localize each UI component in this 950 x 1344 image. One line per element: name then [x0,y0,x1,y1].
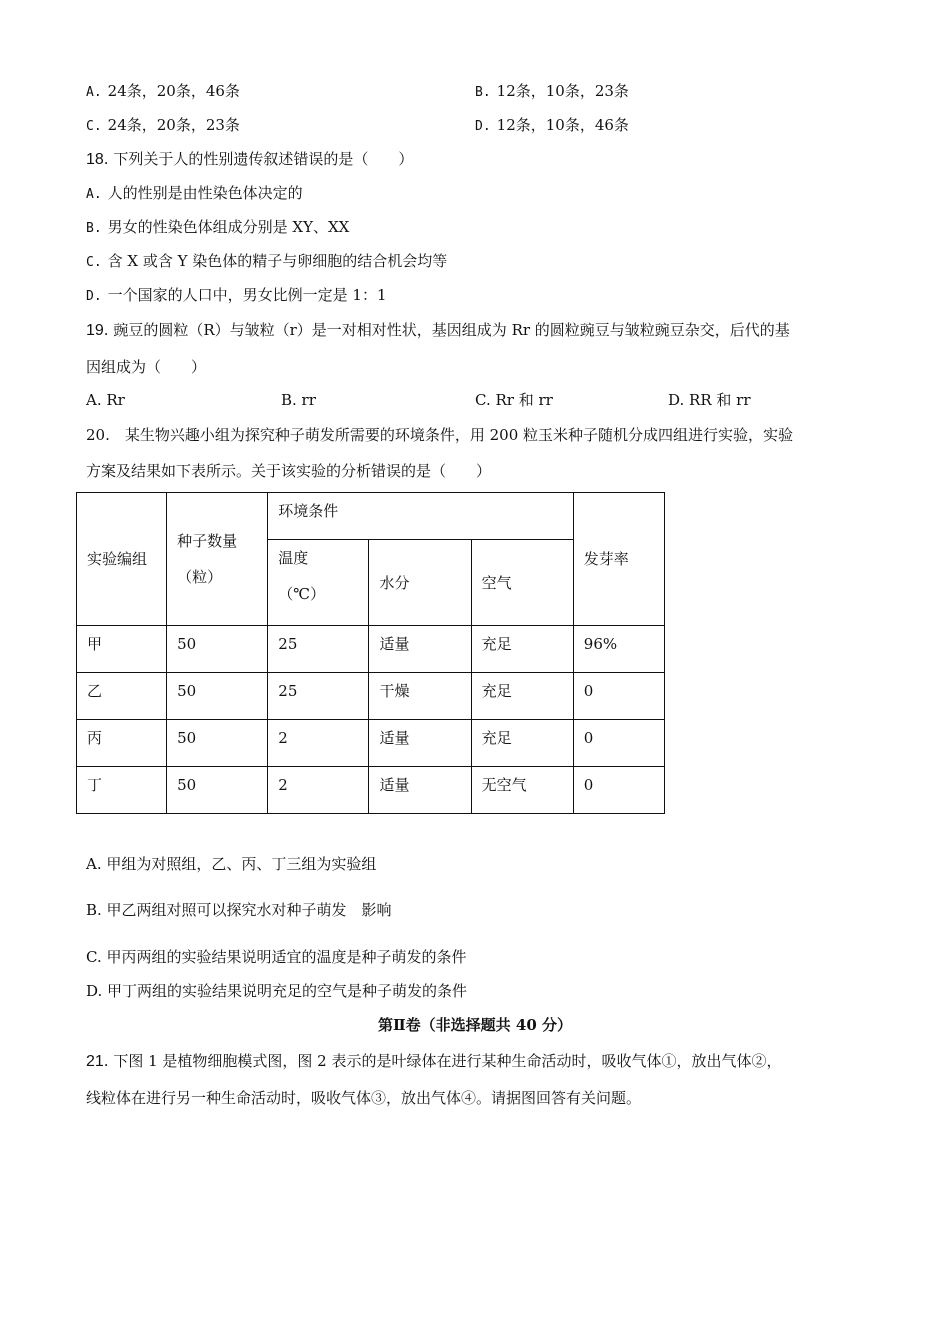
option-label: A. [86,85,102,100]
q17-option-a [86,81,240,103]
table-row [77,767,665,814]
option-text: 24条，20条，46条 [107,82,240,100]
table-row [77,626,665,673]
q19-option-d: D. RR 和 rr [668,391,751,409]
q20-stem-line1: 20. 某生物兴趣小组为探究种子萌发所需要的环境条件，用 200 粒玉米种子随机分成四组进行实验，实验 [86,426,794,444]
q19-stem-line2: 因组成为（ ） [86,358,207,376]
q19-option-a: A. Rr [86,391,125,409]
cell-water: 干燥 [369,673,471,720]
q19-option-c: C. Rr 和 rr [475,391,553,409]
option-label: C. [86,119,102,134]
q17-option-d [475,115,629,137]
cell-water: 适量 [369,626,471,673]
option-label: B. [475,85,491,100]
question-text: . 下列关于人的性别遗传叙述错误的是（ ） [103,150,414,168]
cell-group: 丙 [77,720,167,767]
q20-stem-line2: 方案及结果如下表所示。关于该实验的分析错误的是（ ） [86,462,492,480]
cell-group: 乙 [77,673,167,720]
cell-temp: 25 [268,626,369,673]
cell-temp: 2 [268,767,369,814]
option-text: 12条，10条，23条 [496,82,629,100]
cell-water: 适量 [369,720,471,767]
option-text: 含 X 或含 Y 染色体的精子与卵细胞的结合机会均等 [107,252,448,270]
option-label: D. [86,289,102,304]
option-label: C. [86,255,102,270]
q18-option-d [86,285,387,307]
cell-group: 甲 [77,626,167,673]
cell-air: 充足 [471,626,573,673]
q19-stem-line1 [86,320,790,341]
experiment-table [76,492,665,814]
header-seed-count-line1: 种子数量 [177,532,238,550]
cell-seeds: 50 [167,720,268,767]
header-germination-rate: 发芽率 [573,493,664,626]
option-label: B. [86,221,102,236]
question-text: . 豌豆的圆粒（R）与皱粒（r）是一对相对性状，基因组成为 Rr 的圆粒豌豆与皱粒豌豆杂交，后代的基 [103,321,790,339]
q20-option-d: D. 甲丁两组的实验结果说明充足的空气是种子萌发的条件 [86,982,468,1000]
option-text: 12条，10条，46条 [496,116,629,134]
header-temperature-line1: 温度 [278,549,309,567]
question-number: 18 [86,151,104,168]
header-environment: 环境条件 [268,493,573,540]
q17-option-b [475,81,629,103]
q21-stem-line1 [86,1051,782,1072]
q20-option-b: B. 甲乙两组对照可以探究水对种子萌发 影响 [86,901,392,919]
header-seed-count [167,493,268,626]
header-group: 实验编组 [77,493,167,626]
header-air: 空气 [471,540,573,626]
question-text: . 下图 1 是植物细胞模式图，图 2 表示的是叶绿体在进行某种生命活动时，吸收气体①，放出气体②， [103,1052,782,1070]
cell-temp: 25 [268,673,369,720]
q18-option-b [86,217,349,239]
option-text: 24条，20条，23条 [107,116,240,134]
cell-rate: 96% [573,626,664,673]
cell-seeds: 50 [167,767,268,814]
q19-option-b: B. rr [281,391,316,409]
table-row [77,673,665,720]
option-text: 男女的性染色体组成分别是 XY、XX [107,218,350,236]
cell-rate: 0 [573,673,664,720]
header-temperature-line2: （℃） [278,585,326,603]
cell-air: 充足 [471,673,573,720]
q18-stem [86,149,413,170]
q20-option-c: C. 甲丙两组的实验结果说明适宜的温度是种子萌发的条件 [86,948,467,966]
q18-option-c [86,251,447,273]
cell-water: 适量 [369,767,471,814]
section-title: 第Ⅱ卷（非选择题共 40 分） [378,1016,572,1034]
cell-rate: 0 [573,767,664,814]
cell-seeds: 50 [167,673,268,720]
q18-option-a [86,183,303,205]
option-text: 一个国家的人口中，男女比例一定是 1：1 [107,286,387,304]
cell-air: 无空气 [471,767,573,814]
question-number: 19 [86,322,104,339]
table-row [77,720,665,767]
cell-seeds: 50 [167,626,268,673]
cell-air: 充足 [471,720,573,767]
q17-option-c [86,115,240,137]
option-text: 人的性别是由性染色体决定的 [107,184,303,202]
cell-temp: 2 [268,720,369,767]
header-seed-count-line2: （粒） [177,568,223,586]
option-label: A. [86,187,102,202]
option-label: D. [475,119,491,134]
q21-stem-line2: 线粒体在进行另一种生命活动时，吸收气体③，放出气体④。请据图回答有关问题。 [86,1089,642,1107]
cell-group: 丁 [77,767,167,814]
question-number: 21 [86,1053,104,1070]
q20-option-a: A. 甲组为对照组，乙、丙、丁三组为实验组 [86,855,377,873]
header-water: 水分 [369,540,471,626]
cell-rate: 0 [573,720,664,767]
header-temperature [268,540,369,626]
